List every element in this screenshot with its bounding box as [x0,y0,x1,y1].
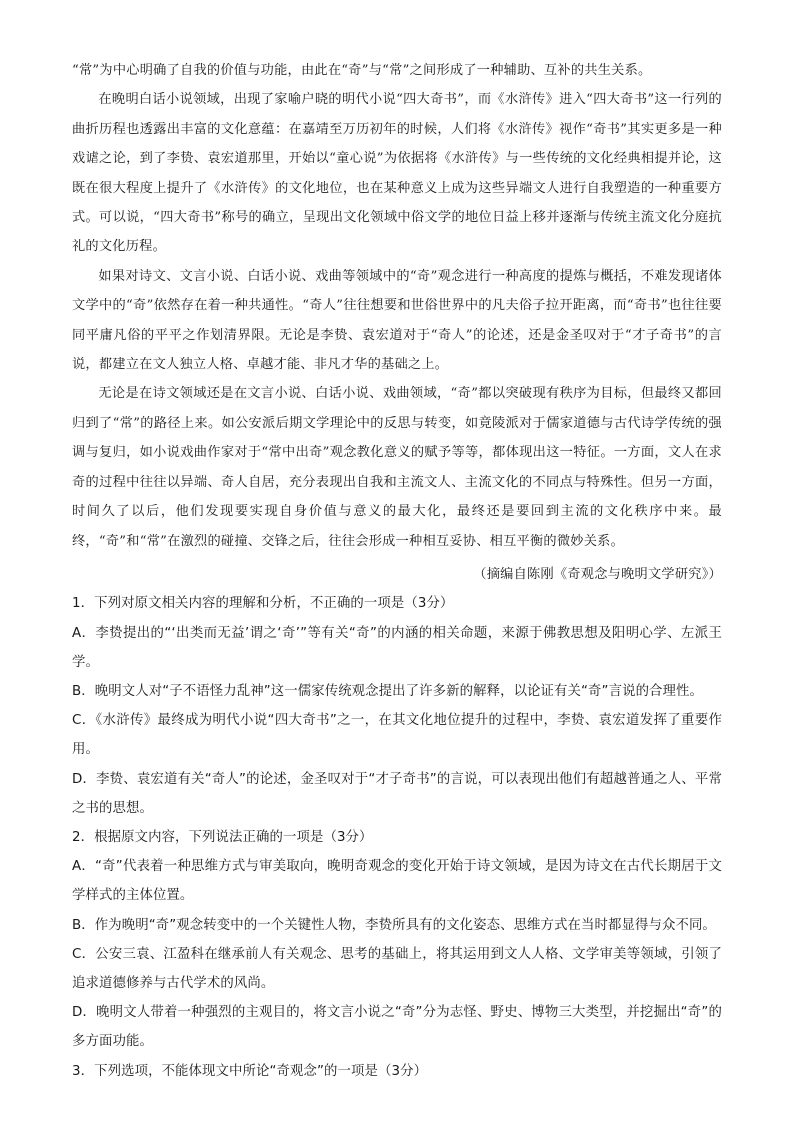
option-b: B．晚明文人对“子不语怪力乱神”这一儒家传统观念提出了许多新的解释，以论证有关“奇”言说的合理性。 [72,683,704,699]
question-stem: 2．根据原文内容，下列说法正确的一项是（3分） [72,829,373,845]
option-a: A．“奇”代表着一种思维方式与审美取向，晚明奇观念的变化开始于诗文领域，是因为诗文在古代长期居于文学样式的主体位置。 [72,859,722,904]
option-d: D．李贽、袁宏道有关“奇人”的论述，金圣叹对于“才子奇书”的言说，可以表现出他们有超越普通之人、平常之书的思想。 [72,771,722,816]
question-2 [72,823,722,1057]
exam-page [72,56,722,1086]
question-list [72,589,722,1085]
option-d: D．晚明文人带着一种强烈的主观目的，将文言小说之“奇”分为志怪、野史、博物三大类型，并挖掘出“奇”的多方面功能。 [72,1005,722,1050]
option-c: C．公安三袁、江盈科在继承前人有关观念、思考的基础上，将其运用到文人人格、文学审美等领域，引领了追求道德修养与古代学术的风尚。 [72,946,722,991]
option-b: B．作为晚明“奇”观念转变中的一个关键性人物，李贽所具有的文化姿态、思维方式在当时都显得与众不同。 [72,917,716,933]
passage-paragraph-2: 在晚明白话小说领域，出现了家喻户晓的明代小说“四大奇书”，而《水浒传》进入“四大奇书”这一行列的曲折历程也透露出丰富的文化意蕴：在嘉靖至万历初年的时候，人们将《水浒传》视作“奇书”其实更多是一种戏谑之论，到了李贽、袁宏道那里，开始以“童心说”为依据将《水浒传》与一些传统的文化经典相提并论，这既在很大程度上提升了《水浒传》的文化地位，也在某种意义上成为这些异端文人进行自我塑造的一种重要方式。可以说，“四大奇书”称号的确立，呈现出文化领域中俗文学的地位日益上移并逐渐与传统主流文化分庭抗礼的文化历程。 [72,92,722,255]
question-3 [72,1057,722,1086]
passage-paragraph-3: 如果对诗文、文言小说、白话小说、戏曲等领域中的“奇”观念进行一种高度的提炼与概括，不难发现诸体文学中的“奇”依然存在着一种共通性。“奇人”往往想要和世俗世界中的凡夫俗子拉开距离，而“奇书”也往往要同平庸凡俗的平平之作划清界限。无论是李贽、袁宏道对于“奇人”的论述，还是金圣叹对于“才子奇书”的言说，都建立在文人独立人格、卓越才能、非凡才华的基础之上。 [72,268,722,373]
passage-paragraph-4: 无论是在诗文领域还是在文言小说、白话小说、戏曲领域，“奇”都以突破现有秩序为目标，但最终又都回归到了“常”的路径上来。如公安派后期文学理论中的反思与转变，如竟陵派对于儒家道德与古代诗学传统的强调与复归，如小说戏曲作家对于“常中出奇”观念教化意义的赋予等等，都体现出这一特征。一方面，文人在求奇的过程中往往以异端、奇人自居，充分表现出自我和主流文人、主流文化的不同点与特殊性。但另一方面，时间久了以后，他们发现要实现自身价值与意义的最大化，最终还是要回到主流的文化秩序中来。最终，“奇”和“常”在激烈的碰撞、交锋之后，往往会形成一种相互妥协、相互平衡的微妙关系。 [72,386,722,549]
option-c: C．《水浒传》最终成为明代小说“四大奇书”之一，在其文化地位提升的过程中，李贽、袁宏道发挥了重要作用。 [72,713,722,758]
reading-passage [72,56,722,589]
question-1 [72,589,722,823]
option-a: A．李贽提出的“‘出类而无益’谓之‘奇’”等有关“奇”的内涵的相关命题，来源于佛教思想及阳明心学、左派王学。 [72,625,722,670]
passage-source: （摘编自陈刚《奇观念与晚明文学研究》） [473,566,722,582]
question-stem: 3．下列选项，不能体现文中所论“奇观念”的一项是（3分） [72,1063,428,1079]
question-stem: 1．下列对原文相关内容的理解和分析，不正确的一项是（3分） [72,596,454,612]
passage-paragraph-1: “常”为中心明确了自我的价值与功能，由此在“奇”与“常”之间形成了一种辅助、互补的共生关系。 [72,63,652,78]
